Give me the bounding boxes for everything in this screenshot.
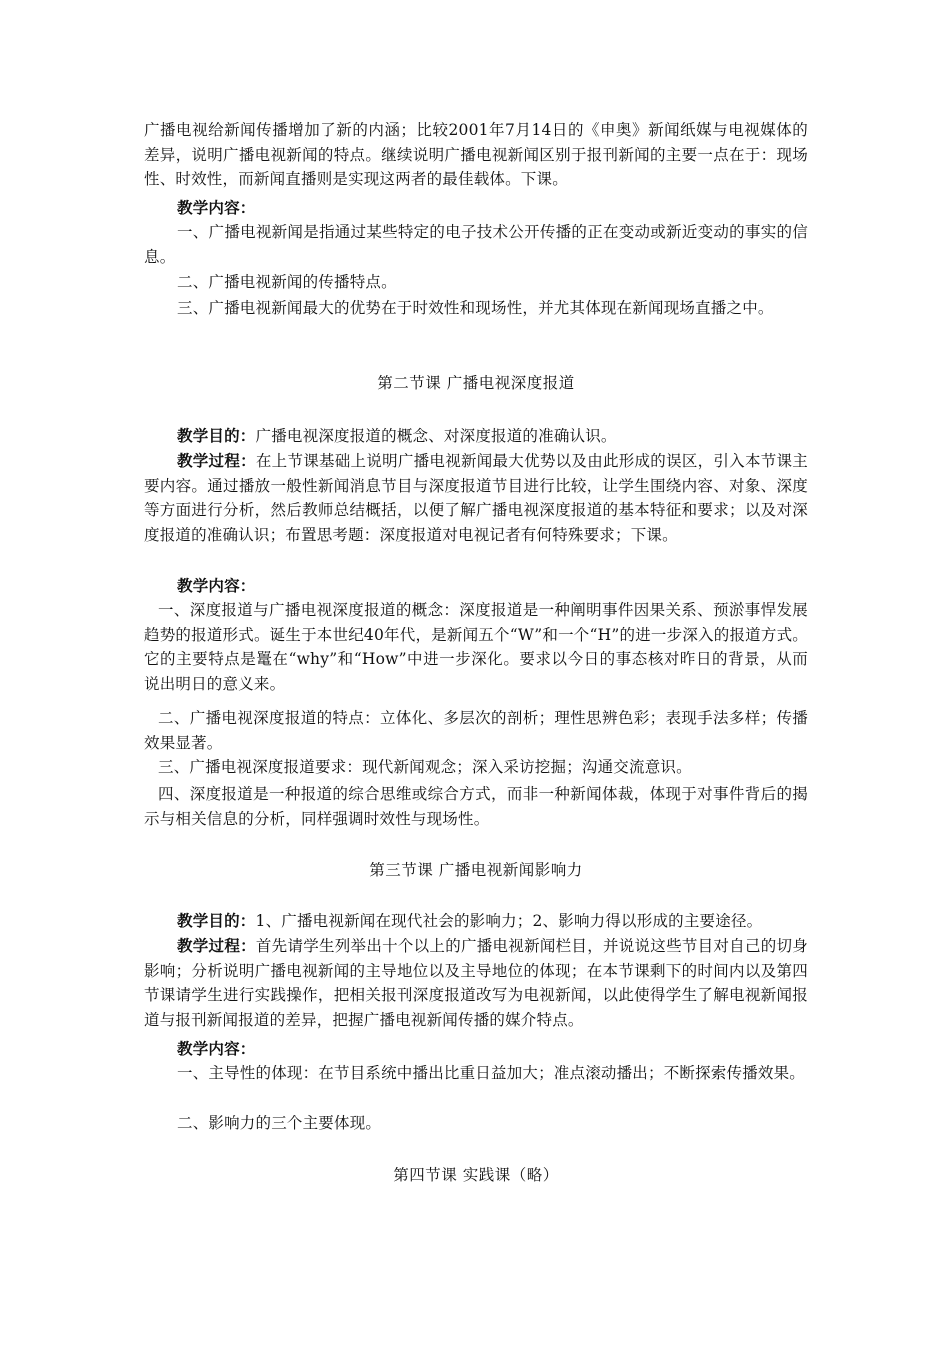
section3-process-text: 首先请学生列举出十个以上的广播电视新闻栏目，并说说这些节目对自己的切身影响；分析说明广播电视新闻的主导地位以及主导地位的体现；在本节课剩下的时间内以及第四节课请学生进行实践操作，把相关报刊深度报道改写为电视新闻，以此使得学生了解电视新闻报道与报刊新闻报道的差异，把握广播电视新闻传播的媒介特点。 [144,937,808,1029]
section3-goal-text: 1、广播电视新闻在现代社会的影响力；2、影响力得以形成的主要途径。 [255,912,763,930]
section3-process-label: 教学过程： [177,936,256,955]
section3-goal [144,909,808,934]
section3-item-1: 一、主导性的体现：在节目系统中播出比重日益加大；准点滚动播出；不断探索传播效果。 [177,1064,806,1082]
section2-process-text: 在上节课基础上说明广播电视新闻最大优势以及由此形成的误区，引入本节课主要内容。通过播放一般性新闻消息节目与深度报道节目进行比较，让学生围绕内容、对象、深度等方面进行分析，然后教师总结概括，以便了解广播电视深度报道的基本特征和要求；以及对深度报道的准确认识；布置思考题：深度报道对电视记者有何特殊要求；下课。 [144,452,808,544]
section1-item-2: 二、广播电视新闻的传播特点。 [177,273,397,291]
section4-title: 第四节课 实践课（略） [393,1166,559,1184]
section2-item-1: 一、深度报道与广播电视深度报道的概念：深度报道是一种阐明事件因果关系、预淤事悍发展趋势的报道形式。诞生于本世纪40年代，是新闻五个“W”和一个“H”的进一步深入的报道方式。它的主要特点是鼍在“why”和“How”中进一步深化。要求以今日的事态核对昨日的背景，从而说出明日的意义来。 [144,601,808,693]
section2-item-4: 四、深度报道是一种报道的综合思维或综合方式，而非一种新闻体裁，体现于对事件背后的揭示与相关信息的分析，同样强调时效性与现场性。 [144,785,808,828]
section2-goal-text: 广播电视深度报道的概念、对深度报道的准确认识。 [255,427,617,445]
section3-content-label: 教学内容： [177,1039,256,1058]
section2-goal [144,424,808,449]
section2-content-label: 教学内容： [177,576,256,595]
section3-goal-label: 教学目的： [177,911,256,930]
section1-item-1: 一、广播电视新闻是指通过某些特定的电子技术公开传播的正在变动或新近变动的事实的信息。 [144,223,808,266]
section2-process-label: 教学过程： [177,451,256,470]
section1-item-3: 三、广播电视新闻最大的优势在于时效性和现场性，并尤其体现在新闻现场直播之中。 [177,299,774,317]
section2-item-2: 二、广播电视深度报道的特点：立体化、多层次的剖析；理性思辨色彩；表现手法多样；传播效果显著。 [144,709,808,752]
section2-goal-label: 教学目的： [177,426,256,445]
section1-content-label: 教学内容： [177,198,256,217]
section2-title: 第二节课 广播电视深度报道 [377,374,575,392]
section2-process [144,449,808,547]
section3-title: 第三节课 广播电视新闻影响力 [369,861,583,879]
intro-paragraph: 广播电视给新闻传播增加了新的内涵；比较2001年7月14日的《申奥》新闻纸媒与电视媒体的差异，说明广播电视新闻的特点。继续说明广播电视新闻区别于报刊新闻的主要一点在于：现场性、时效性，而新闻直播则是实现这两者的最佳载体。下课。 [144,121,808,188]
section3-process [144,934,808,1032]
section3-item-2: 二、影响力的三个主要体现。 [177,1114,382,1132]
section2-item-3: 三、广播电视深度报道要求：现代新闻观念；深入采访挖掘；沟通交流意识。 [158,758,692,776]
